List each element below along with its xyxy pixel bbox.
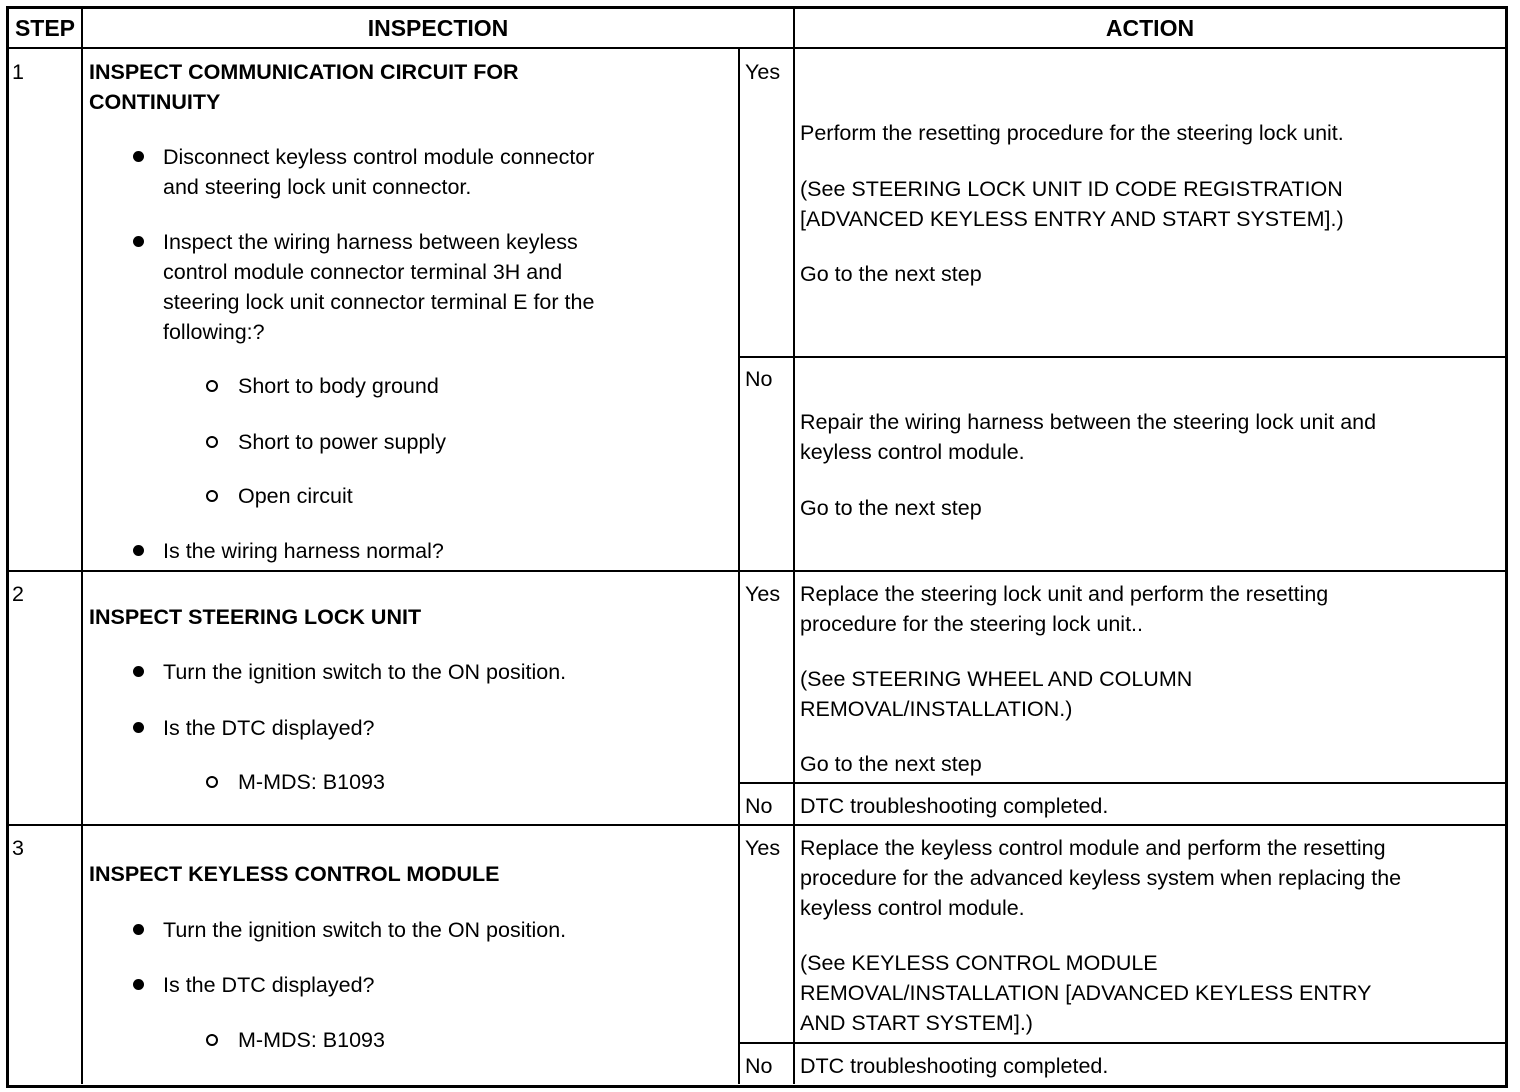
action-text: [ADVANCED KEYLESS ENTRY AND START SYSTEM].) [800,207,1344,231]
bullet-icon [133,666,144,677]
sub-bullet-icon [206,776,218,788]
action-text: DTC troubleshooting completed. [800,1054,1109,1078]
inspection-item: steering lock unit connector terminal E for the [163,290,595,314]
divider [739,1042,1505,1044]
yes-label: Yes [745,582,781,606]
no-label: No [745,1054,773,1078]
sub-bullet-icon [206,490,218,502]
action-text: Replace the keyless control module and perform the resetting [800,836,1386,860]
step-title: INSPECT COMMUNICATION CIRCUIT FOR [89,60,519,84]
step-title: INSPECT KEYLESS CONTROL MODULE [89,862,500,886]
inspection-item: Inspect the wiring harness between keyless [163,230,578,254]
bullet-icon [133,236,144,247]
action-text: keyless control module. [800,896,1025,920]
no-label: No [745,367,773,391]
inspection-subitem: Short to power supply [238,430,446,454]
step-title: CONTINUITY [89,90,221,114]
action-text: REMOVAL/INSTALLATION [ADVANCED KEYLESS ENTRY [800,981,1372,1005]
action-text: REMOVAL/INSTALLATION.) [800,697,1073,721]
divider [739,782,1505,784]
divider [8,47,1505,49]
inspection-item: Turn the ignition switch to the ON position. [163,918,567,942]
inspection-item: Turn the ignition switch to the ON position. [163,660,567,684]
sub-bullet-icon [206,1034,218,1046]
inspection-subitem: Short to body ground [238,374,439,398]
bullet-icon [133,722,144,733]
step-number: 3 [12,836,24,860]
bullet-icon [133,979,144,990]
action-text: keyless control module. [800,440,1025,464]
divider [738,48,740,1084]
header-inspection: INSPECTION [367,15,509,41]
action-text: Repair the wiring harness between the steering lock unit and [800,410,1377,434]
header-step: STEP [14,15,76,41]
action-text: procedure for the steering lock unit.. [800,612,1143,636]
inspection-subitem: Open circuit [238,484,353,508]
bullet-icon [133,545,144,556]
bullet-icon [133,924,144,935]
sub-bullet-icon [206,380,218,392]
no-label: No [745,794,773,818]
step-number: 1 [12,60,24,84]
yes-label: Yes [745,836,781,860]
inspection-question: Is the DTC displayed? [163,716,375,740]
action-text: Go to the next step [800,752,982,776]
header-action: ACTION [1105,15,1195,41]
inspection-item: and steering lock unit connector. [163,175,472,199]
inspection-question: Is the DTC displayed? [163,973,375,997]
action-text: DTC troubleshooting completed. [800,794,1109,818]
divider [8,824,1505,826]
action-text: procedure for the advanced keyless system when replacing the [800,866,1402,890]
action-text: (See STEERING LOCK UNIT ID CODE REGISTRATION [800,177,1343,201]
action-text: (See STEERING WHEEL AND COLUMN [800,667,1193,691]
action-text: Perform the resetting procedure for the steering lock unit. [800,121,1344,145]
divider [793,8,795,1084]
step-title: INSPECT STEERING LOCK UNIT [89,605,422,629]
inspection-item: Disconnect keyless control module connector [163,145,595,169]
action-text: Replace the steering lock unit and perform the resetting [800,582,1329,606]
inspection-item: control module connector terminal 3H and [163,260,563,284]
divider [81,8,83,1084]
inspection-subitem: M-MDS: B1093 [238,770,385,794]
sub-bullet-icon [206,436,218,448]
step-number: 2 [12,582,24,606]
divider [739,356,1505,358]
inspection-subitem: M-MDS: B1093 [238,1028,385,1052]
yes-label: Yes [745,60,781,84]
inspection-item: following:? [163,320,265,344]
action-text: AND START SYSTEM].) [800,1011,1033,1035]
action-text: (See KEYLESS CONTROL MODULE [800,951,1158,975]
action-text: Go to the next step [800,262,982,286]
action-text: Go to the next step [800,496,982,520]
bullet-icon [133,151,144,162]
divider [8,570,1505,572]
inspection-question: Is the wiring harness normal? [163,539,444,563]
